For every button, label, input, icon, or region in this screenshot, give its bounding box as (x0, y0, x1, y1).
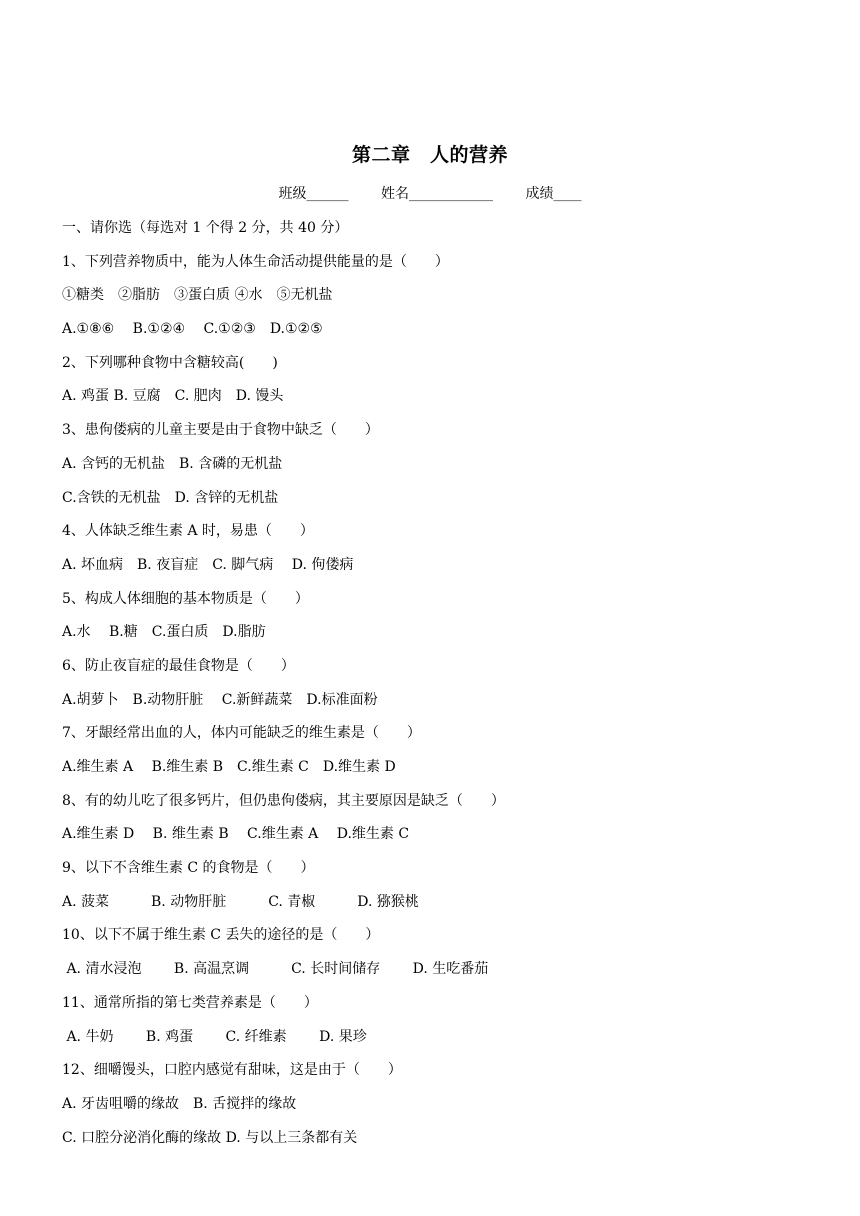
question-line: A. 牛奶 B. 鸡蛋 C. 纤维素 D. 果珍 (62, 1028, 367, 1045)
question-line: 5、构成人体细胞的基本物质是（ ） (62, 590, 309, 607)
question-line: 11、通常所指的第七类营养素是（ ） (62, 994, 318, 1011)
question-line: A. 鸡蛋 B. 豆腐 C. 肥肉 D. 馒头 (62, 388, 284, 405)
question-line: 9、以下不含维生素 C 的食物是（ ） (62, 860, 315, 877)
question-line: 1、下列营养物质中，能为人体生命活动提供能量的是（ ） (62, 253, 449, 270)
question-line: A. 菠菜 B. 动物肝脏 C. 青椒 D. 猕猴桃 (62, 893, 419, 910)
question-list (62, 216, 822, 1159)
question-line: 7、牙龈经常出血的人，体内可能缺乏的维生素是（ ） (62, 725, 421, 742)
question-line: 6、防止夜盲症的最佳食物是（ ） (62, 657, 295, 674)
question-line: C. 口腔分泌消化酶的缘故 D. 与以上三条都有关 (62, 1129, 358, 1146)
question-line: 12、细嚼馒头，口腔内感觉有甜味，这是由于（ ） (62, 1062, 402, 1079)
question-line: A.水 B.糖 C.蛋白质 D.脂肪 (62, 624, 266, 641)
score-field: 成绩____ (525, 186, 582, 202)
student-info-row (0, 183, 860, 203)
question-line: A. 坏血病 B. 夜盲症 C. 脚气病 D. 佝偻病 (62, 556, 354, 573)
question-line: A.胡萝卜 B.动物肝脏 C.新鲜蔬菜 D.标准面粉 (62, 691, 378, 708)
question-line: 8、有的幼儿吃了很多钙片，但仍患佝偻病，其主要原因是缺乏（ ） (62, 792, 505, 809)
page-title: 第二章 人的营养 (351, 144, 508, 166)
question-line: A. 牙齿咀嚼的缘故 B. 舌搅拌的缘故 (62, 1095, 297, 1112)
question-line: 2、下列哪种食物中含糖较高( ) (62, 354, 278, 371)
question-line: 3、患佝偻病的儿童主要是由于食物中缺乏（ ） (62, 422, 379, 439)
question-line: A. 清水浸泡 B. 高温烹调 C. 长时间储存 D. 生吃番茄 (62, 961, 489, 978)
question-line: 一、请你选（每选对 1 个得 2 分，共 40 分） (62, 220, 349, 236)
question-line: C.含铁的无机盐 D. 含锌的无机盐 (62, 489, 279, 506)
class-field: 班级______ (278, 186, 349, 202)
name-field: 姓名____________ (381, 186, 493, 202)
question-line: 10、以下不属于维生素 C 丢失的途径的是（ ） (62, 927, 380, 944)
question-line: A. 含钙的无机盐 B. 含磷的无机盐 (62, 455, 283, 472)
question-line: 4、人体缺乏维生素 A 时，易患（ ） (62, 523, 314, 540)
question-line: A.维生素 D B. 维生素 B C.维生素 A D.维生素 C (62, 826, 410, 843)
question-line: ①糖类 ②脂肪 ③蛋白质 ④水 ⑤无机盐 (62, 287, 333, 304)
question-line: A.维生素 A B.维生素 B C.维生素 C D.维生素 D (62, 759, 396, 775)
question-line: A.①⑧⑥ B.①②④ C.①②③ D.①②⑤ (62, 321, 323, 338)
